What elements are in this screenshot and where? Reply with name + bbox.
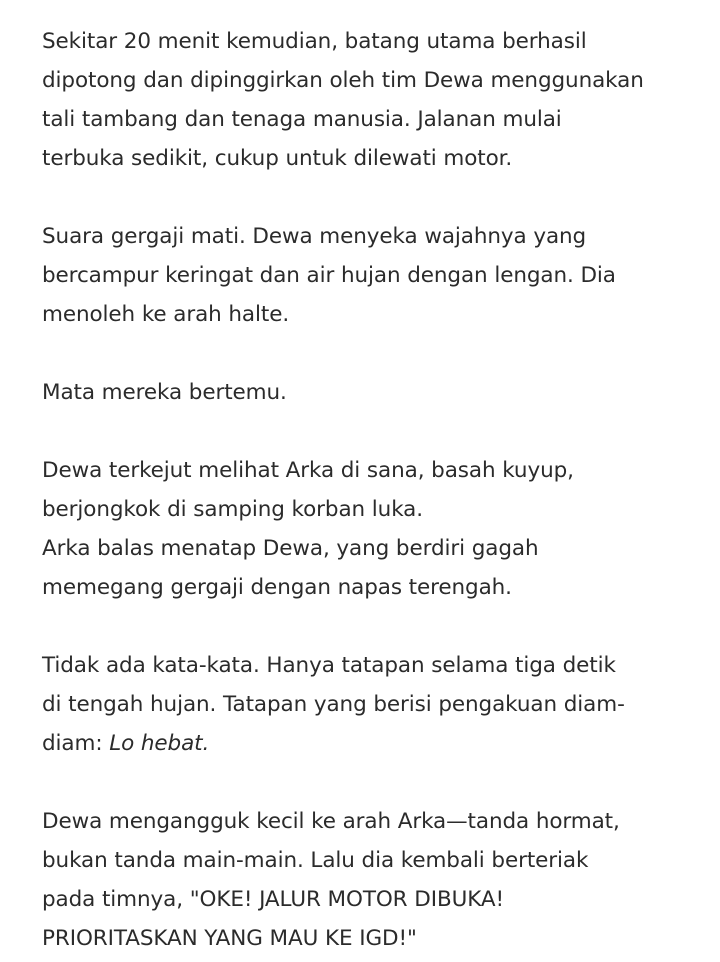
paragraph-6 (42, 802, 692, 958)
text-line: bukan tanda main-main. Lalu dia kembali berteriak (42, 848, 589, 873)
paragraph-5 (42, 646, 692, 763)
text-line (42, 724, 692, 763)
text-line: bercampur keringat dan air hujan dengan lengan. Dia (42, 263, 616, 288)
text-line: menoleh ke arah halte. (42, 302, 290, 327)
text-line: tali tambang dan tenaga manusia. Jalanan mulai (42, 107, 562, 132)
text-line: Sekitar 20 menit kemudian, batang utama berhasil (42, 29, 587, 54)
italic-emphasis: Lo hebat. (109, 731, 210, 756)
text-line: di tengah hujan. Tatapan yang berisi pengakuan diam- (42, 692, 625, 717)
text-line: berjongkok di samping korban luka. (42, 497, 423, 522)
paragraph-2 (42, 217, 692, 334)
text-prefix: diam: (42, 731, 110, 756)
text-line: Tidak ada kata-kata. Hanya tatapan selama tiga detik (42, 653, 616, 678)
text-line: Mata mereka bertemu. (42, 380, 287, 405)
text-line: memegang gergaji dengan napas terengah. (42, 575, 512, 600)
text-line: terbuka sedikit, cukup untuk dilewati motor. (42, 146, 513, 171)
text-line: PRIORITASKAN YANG MAU KE IGD!" (42, 926, 417, 951)
text-line: Dewa terkejut melihat Arka di sana, basah kuyup, (42, 458, 574, 483)
paragraph-1 (42, 22, 692, 178)
text-line: Arka balas menatap Dewa, yang berdiri gagah (42, 536, 539, 561)
story-text (42, 22, 692, 958)
text-line: dipotong dan dipinggirkan oleh tim Dewa menggunakan (42, 68, 644, 93)
paragraph-4 (42, 451, 692, 607)
paragraph-3 (42, 373, 692, 412)
text-line: Suara gergaji mati. Dewa menyeka wajahnya yang (42, 224, 587, 249)
text-line: pada timnya, "OKE! JALUR MOTOR DIBUKA! (42, 887, 504, 912)
text-line: Dewa mengangguk kecil ke arah Arka—tanda hormat, (42, 809, 620, 834)
